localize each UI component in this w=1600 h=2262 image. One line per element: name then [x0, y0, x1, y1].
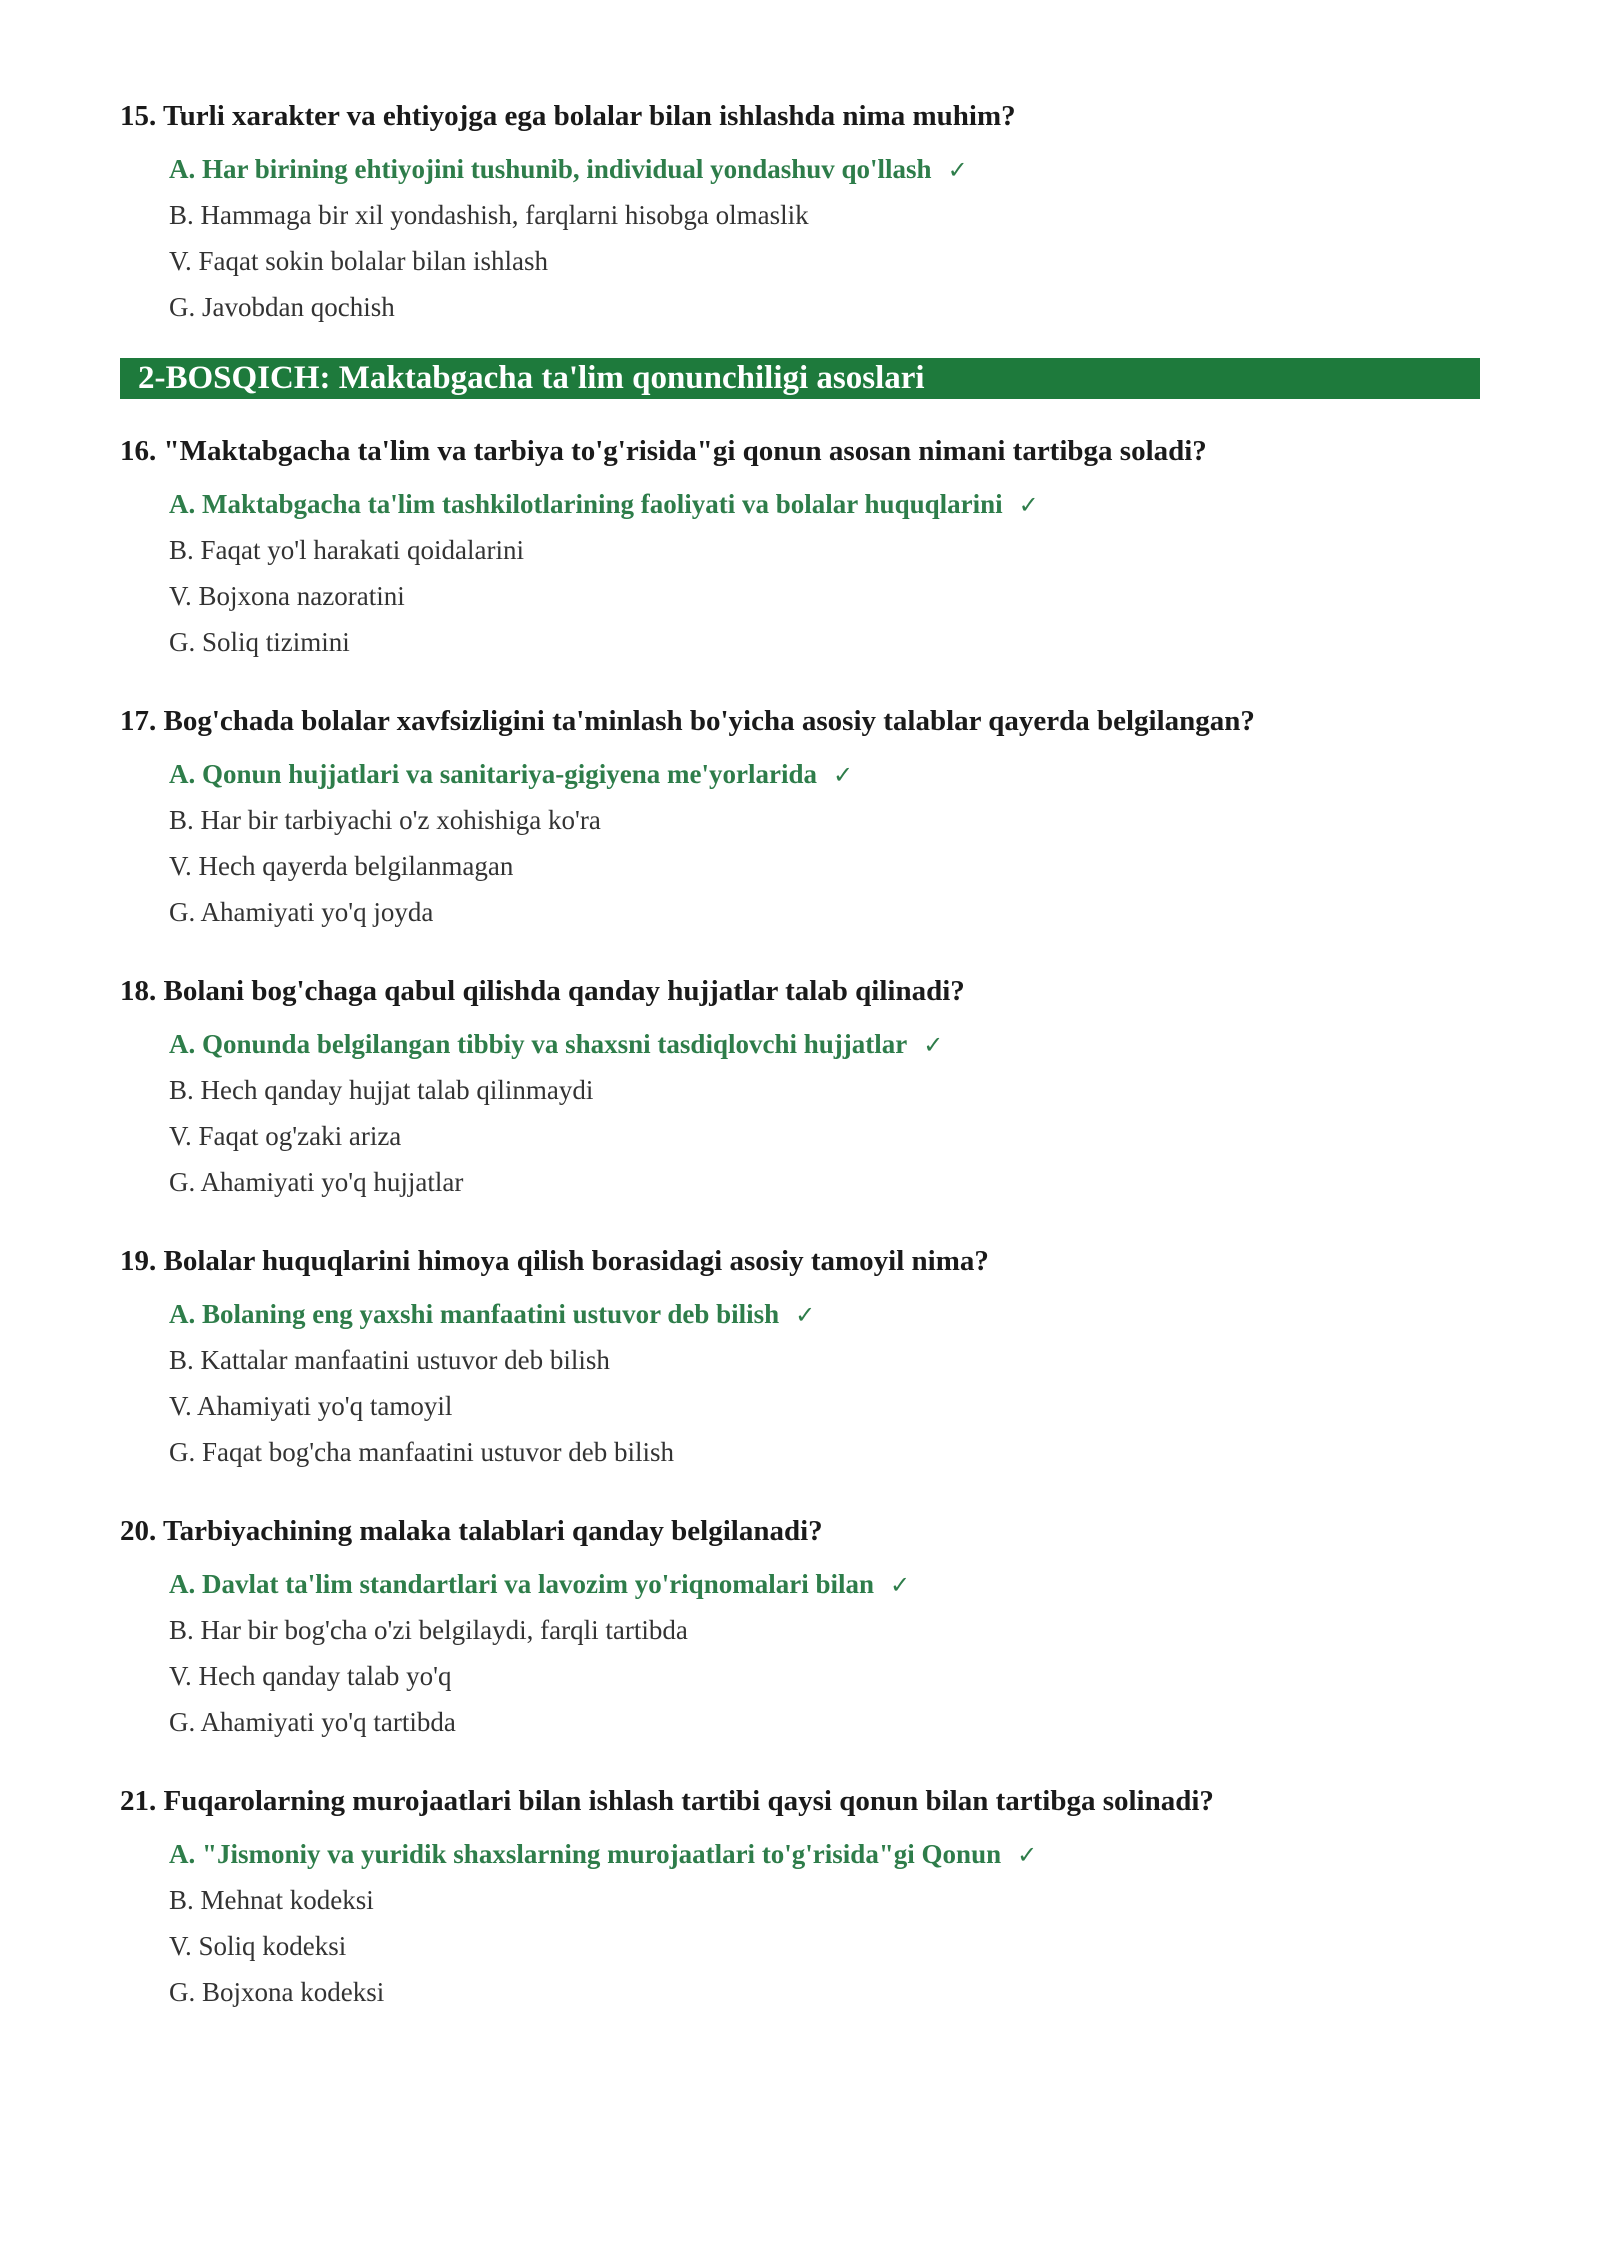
question-text: 21. Fuqarolarning murojaatlari bilan ishlash tartibi qaysi qonun bilan tartibga solinadi? — [120, 1785, 1214, 1817]
answer-option: B. Mehnat kodeksi — [169, 1885, 374, 1915]
checkmark-icon: ✓ — [833, 761, 854, 789]
answer-option-correct — [169, 1831, 1480, 1877]
question-block — [120, 967, 1480, 1205]
option-text: A. Maktabgacha ta'lim tashkilotlarining faoliyati va bolalar huquqlarini — [169, 489, 1003, 519]
answer-option: V. Hech qanday talab yo'q — [169, 1661, 452, 1691]
question-text: 15. Turli xarakter va ehtiyojga ega bolalar bilan ishlashda nima muhim? — [120, 100, 1016, 132]
answer-option-correct — [169, 1561, 1480, 1607]
answer-option: B. Hech qanday hujjat talab qilinmaydi — [169, 1075, 594, 1105]
answer-option: B. Faqat yo'l harakati qoidalarini — [169, 535, 525, 565]
question-text: 20. Tarbiyachining malaka talablari qanday belgilanadi? — [120, 1515, 823, 1547]
answer-option: V. Bojxona nazoratini — [169, 581, 405, 611]
spacer — [120, 1475, 1480, 1507]
answer-option-correct — [169, 1021, 1480, 1067]
answer-option: G. Javobdan qochish — [169, 292, 395, 322]
answer-option: G. Soliq tizimini — [169, 627, 350, 657]
answer-option-correct — [169, 751, 1480, 797]
checkmark-icon: ✓ — [947, 156, 968, 184]
answer-option: G. Ahamiyati yo'q hujjatlar — [169, 1167, 464, 1197]
question-text: 16. "Maktabgacha ta'lim va tarbiya to'g'risida"gi qonun asosan nimani tartibga soladi? — [120, 435, 1207, 467]
answer-option: B. Har bir bog'cha o'zi belgilaydi, farqli tartibda — [169, 1615, 688, 1645]
answer-option: V. Faqat og'zaki ariza — [169, 1121, 402, 1151]
checkmark-icon: ✓ — [1017, 1841, 1038, 1869]
option-text: A. Bolaning eng yaxshi manfaatini ustuvor deb bilish — [169, 1299, 780, 1329]
question-block — [120, 427, 1480, 665]
section-header: 2-BOSQICH: Maktabgacha ta'lim qonunchiligi asoslari — [120, 358, 1480, 399]
answer-option-correct — [169, 481, 1480, 527]
quiz-page — [120, 92, 1480, 2015]
question-block — [120, 1237, 1480, 1475]
option-text: A. Qonun hujjatlari va sanitariya-gigiyena me'yorlarida — [169, 759, 817, 789]
answer-option-correct — [169, 1291, 1480, 1337]
checkmark-icon: ✓ — [1018, 491, 1039, 519]
answer-option: B. Kattalar manfaatini ustuvor deb bilish — [169, 1345, 610, 1375]
answer-option: G. Ahamiyati yo'q joyda — [169, 897, 434, 927]
question-block — [120, 92, 1480, 330]
spacer — [120, 1205, 1480, 1237]
answer-option: V. Soliq kodeksi — [169, 1931, 347, 1961]
question-block — [120, 697, 1480, 935]
answer-option: G. Ahamiyati yo'q tartibda — [169, 1707, 456, 1737]
spacer — [120, 665, 1480, 697]
spacer — [120, 935, 1480, 967]
answer-option: B. Hammaga bir xil yondashish, farqlarni hisobga olmaslik — [169, 200, 809, 230]
spacer — [120, 1745, 1480, 1777]
answer-option-correct — [169, 146, 1480, 192]
question-text: 17. Bog'chada bolalar xavfsizligini ta'minlash bo'yicha asosiy talablar qayerda belgilangan? — [120, 705, 1255, 737]
checkmark-icon: ✓ — [889, 1571, 911, 1599]
question-block — [120, 1777, 1480, 2015]
answer-option: G. Faqat bog'cha manfaatini ustuvor deb bilish — [169, 1437, 675, 1467]
question-block — [120, 1507, 1480, 1745]
answer-option: B. Har bir tarbiyachi o'z xohishiga ko'ra — [169, 805, 601, 835]
option-text: A. Davlat ta'lim standartlari va lavozim yo'riqnomalari bilan — [169, 1569, 874, 1599]
answer-option: G. Bojxona kodeksi — [169, 1977, 385, 2007]
checkmark-icon: ✓ — [923, 1031, 944, 1059]
answer-option: V. Hech qayerda belgilanmagan — [169, 851, 514, 881]
option-text: A. Qonunda belgilangan tibbiy va shaxsni tasdiqlovchi hujjatlar — [169, 1029, 908, 1059]
checkmark-icon: ✓ — [795, 1301, 816, 1329]
option-text: A. "Jismoniy va yuridik shaxslarning murojaatlari to'g'risida"gi Qonun — [169, 1839, 1002, 1869]
question-text: 19. Bolalar huquqlarini himoya qilish borasidagi asosiy tamoyil nima? — [120, 1245, 989, 1277]
answer-option: V. Faqat sokin bolalar bilan ishlash — [169, 246, 548, 276]
option-text: A. Har birining ehtiyojini tushunib, individual yondashuv qo'llash — [169, 154, 932, 184]
question-text: 18. Bolani bog'chaga qabul qilishda qanday hujjatlar talab qilinadi? — [120, 975, 965, 1007]
answer-option: V. Ahamiyati yo'q tamoyil — [169, 1391, 453, 1421]
